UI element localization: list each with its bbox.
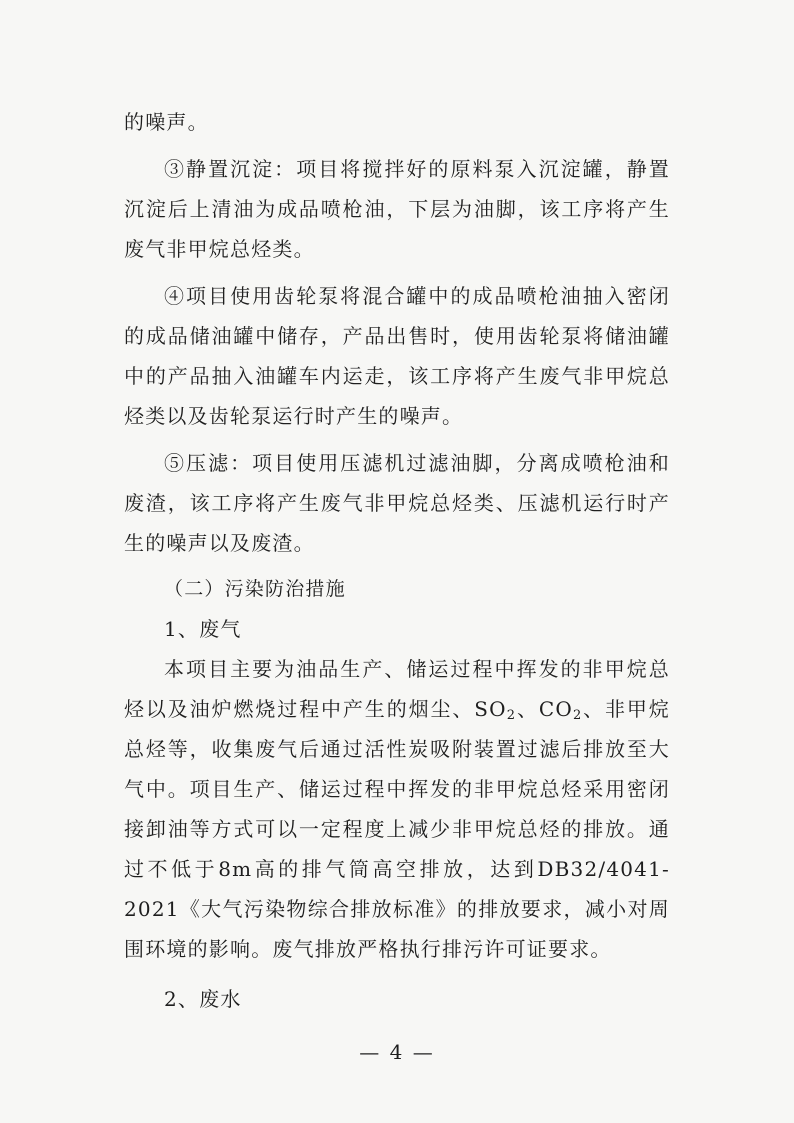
sub-heading-wastewater: 2、废水	[164, 987, 242, 1011]
body-text	[124, 102, 670, 1019]
paragraph-press-filter: ⑤压滤：项目使用压滤机过滤油脚，分离成喷枪油和废渣，该工序将产生废气非甲烷总烃类、压滤机运行时产生的噪声以及废渣。	[124, 451, 670, 555]
paragraph-exhaust-gas: 本项目主要为油品生产、储运过程中挥发的非甲烷总烃以及油炉燃烧过程中产生的烟尘、$SO_2$、$CO_2$、非甲烷总烃等，收集废气后通过活性炭吸附装置过滤后排放至大气中。项目生产、储运过程中挥发的非甲烷总烃采用密闭接卸油等方式可以一定程度上减少非甲烷总烃的排放。通过不低于8m高的排气筒高空排放，达到DB32/4041-2021《大气污染物综合排放标准》的排放要求，减小对周围环境的影响。废气排放严格执行排污许可证要求。	[124, 657, 670, 961]
page-number: — 4 —	[359, 1040, 435, 1064]
paragraph-noise-end: 的噪声。	[124, 110, 209, 134]
paragraph-gear-pump: ④项目使用齿轮泵将混合罐中的成品喷枪油抽入密闭的成品储油罐中储存，产品出售时，使用齿轮泵将储油罐中的产品抽入油罐车内运走，该工序将产生废气非甲烷总烃类以及齿轮泵运行时产生的噪声。	[124, 284, 670, 428]
sub-heading-exhaust: 1、废气	[164, 617, 242, 641]
section-heading-pollution-control: （二）污染防治措施	[164, 578, 346, 600]
paragraph-settling: ③静置沉淀：项目将搅拌好的原料泵入沉淀罐，静置沉淀后上清油为成品喷枪油，下层为油脚，该工序将产生废气非甲烷总烃类。	[124, 157, 670, 261]
